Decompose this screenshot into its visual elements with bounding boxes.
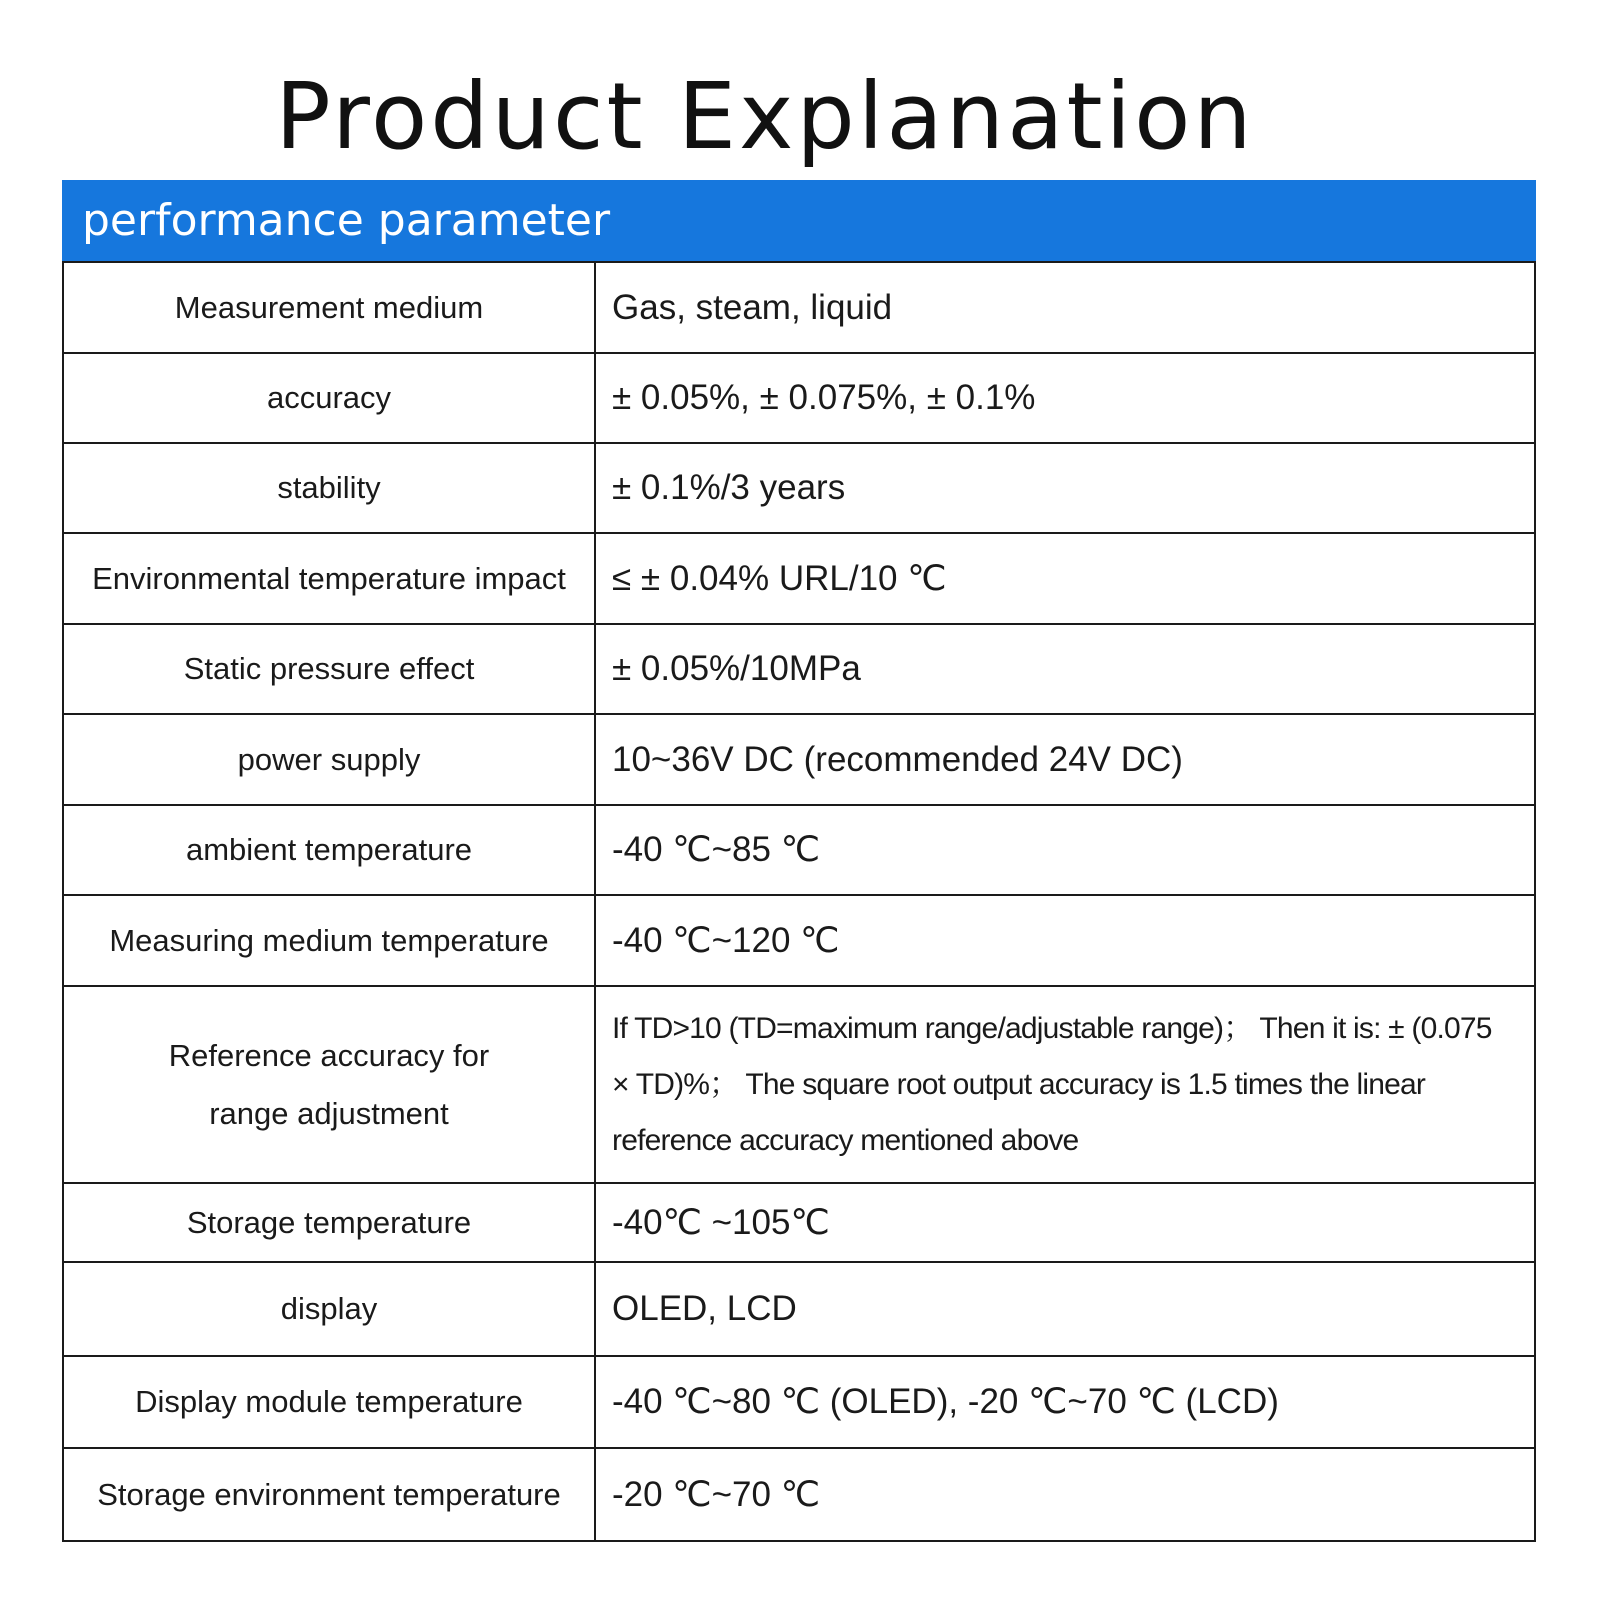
row-value: Gas, steam, liquid (612, 287, 893, 327)
table-row (64, 261, 1534, 352)
row-label: Storage environment temperature (64, 1449, 596, 1540)
table-row (64, 804, 1534, 894)
table-row (64, 1355, 1534, 1447)
table-row (64, 1261, 1534, 1355)
row-label: ambient temperature (64, 806, 596, 894)
table-row (64, 532, 1534, 623)
row-label: display (64, 1263, 596, 1355)
spec-table (62, 180, 1536, 1542)
table-row (64, 894, 1534, 985)
row-value: If TD>10 (TD=maximum range/adjustable range)； Then it is: ± (0.075 × TD)%； The square root output accuracy is 1.5 times the linear reference accuracy mentioned above (612, 1011, 1492, 1157)
row-value: -20 ℃~70 ℃ (612, 1474, 821, 1514)
row-label: Measurement medium (64, 263, 596, 352)
table-row (64, 713, 1534, 804)
row-value: ≤ ± 0.04% URL/10 ℃ (612, 558, 947, 598)
table-row (64, 352, 1534, 442)
row-value: OLED, LCD (612, 1289, 797, 1328)
row-value: ± 0.05%, ± 0.075%, ± 0.1% (612, 378, 1036, 417)
row-label: Storage temperature (64, 1184, 596, 1261)
row-value: ± 0.05%/10MPa (612, 649, 861, 688)
row-label: Reference accuracy for range adjustment (64, 987, 596, 1182)
row-value: -40 ℃~85 ℃ (612, 830, 821, 869)
table-row (64, 1447, 1534, 1540)
row-label: Static pressure effect (64, 625, 596, 713)
table-row (64, 442, 1534, 532)
row-label: power supply (64, 715, 596, 804)
row-label: accuracy (64, 354, 596, 442)
section-header: performance parameter (62, 180, 1536, 261)
row-label: Environmental temperature impact (64, 534, 596, 623)
table-row (64, 985, 1534, 1182)
table-row (64, 1182, 1534, 1261)
row-label: Display module temperature (64, 1357, 596, 1447)
row-value: -40 ℃~120 ℃ (612, 920, 840, 960)
row-value: 10~36V DC (recommended 24V DC) (612, 739, 1183, 779)
row-value: -40 ℃~80 ℃ (OLED), -20 ℃~70 ℃ (LCD) (612, 1382, 1279, 1421)
page-title: Product Explanation (275, 63, 1255, 170)
row-value: ± 0.1%/3 years (612, 468, 846, 507)
row-value: -40℃ ~105℃ (612, 1202, 830, 1242)
row-label: stability (64, 444, 596, 532)
table-row (64, 623, 1534, 713)
row-label: Measuring medium temperature (64, 896, 596, 985)
